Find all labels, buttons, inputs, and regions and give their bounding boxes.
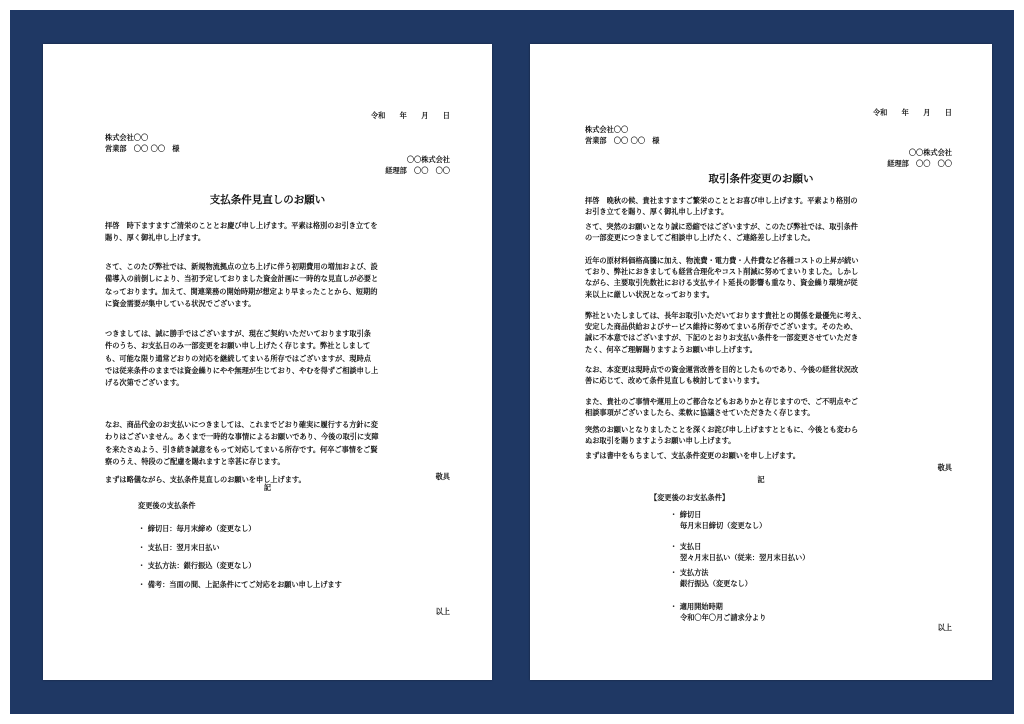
letter-title: 支払条件見直しのお願い <box>209 194 326 206</box>
body-paragraph <box>105 328 378 389</box>
body-line: 弊社といたしましては、長年お取引いただいております貴社との関係を最優先に考え、 <box>585 311 866 320</box>
body-paragraph <box>105 220 378 245</box>
recipient-person: 営業部 〇〇 〇〇 様 <box>105 144 180 153</box>
condition-item <box>670 541 809 563</box>
condition-item: ・ 支払日：翌月末日払い <box>138 543 220 552</box>
body-line: げる次第でございます。 <box>105 378 184 388</box>
sender-person: 経理部 〇〇 〇〇 <box>385 166 450 175</box>
closing-keigu: 敬具 <box>937 463 952 472</box>
body-paragraph <box>105 419 379 468</box>
body-paragraph <box>585 396 858 418</box>
body-line: 相談事項がございましたら、柔軟に協議させていただきたく存じます。 <box>585 408 815 418</box>
letter-date: 令和 年 月 日 <box>370 111 450 120</box>
body-paragraph <box>105 261 378 310</box>
condition-item: ・ 備考：当面の間、上記条件にてご対応をお願い申し上げます <box>138 580 342 589</box>
body-line: さて、突然のお願いとなり誠に恐縮ではございますが、このたび弊社では、取引条件 <box>585 222 858 231</box>
recipient-company: 株式会社〇〇 <box>585 125 629 134</box>
navy-background-frame <box>10 10 1014 714</box>
body-line: では従来条件のままでは資金繰りにやや無理が生じており、やむを得ずご相談申し上 <box>105 365 379 375</box>
recipient-person: 営業部 〇〇 〇〇 様 <box>585 136 660 145</box>
body-line: まずは略儀ながら、支払条件見直しのお願いを申し上げます。 <box>105 475 306 484</box>
condition-item <box>670 567 752 589</box>
body-line: お引き立てを賜り、厚く御礼申し上げます。 <box>585 207 729 217</box>
body-line: に資金需要が集中している状況でございます。 <box>105 298 256 308</box>
body-paragraph <box>585 195 858 217</box>
body-paragraph <box>585 364 858 386</box>
ki-heading: 記 <box>757 475 765 484</box>
body-line: また、貴社のご事情や運用上のご都合などもおありかと存じますので、ご不明点やご <box>585 397 858 406</box>
conditions-heading: 変更後の支払条件 <box>138 501 196 510</box>
body-paragraph <box>585 310 866 355</box>
body-line: 安定した商品供給およびサービス維持に努めてまいる所存でございます。そのため、 <box>585 322 858 332</box>
condition-label: ・ 支払日 <box>670 542 702 551</box>
recipient-company: 株式会社〇〇 <box>105 133 149 142</box>
body-line: ながら、主要取引先数社における支払サイト延長の影響も重なり、資金繰り環境が従 <box>585 278 858 288</box>
body-line: ており、弊社におきましても経営合理化やコスト削減に努めてまいりました。しかし <box>585 267 859 277</box>
closing-ijou: 以上 <box>937 623 952 632</box>
body-line: を来たさぬよう、引き続き誠意をもって対応してまいる所存です。何卒ご事情をご賢 <box>105 444 378 454</box>
condition-value: 翌々月末日払い（従来：翌月末日払い） <box>680 553 810 563</box>
condition-item: ・ 締切日：毎月末締め（変更なし） <box>138 524 256 533</box>
body-line: 誠に不本意ではございますが、下記のとおりお支払い条件を一部変更させていただき <box>585 333 859 343</box>
ki-heading: 記 <box>263 483 272 492</box>
body-line: 突然のお願いとなりましたことを深くお詫び申し上げますとともに、今後とも変わら <box>585 425 859 434</box>
condition-item <box>670 509 766 531</box>
body-line: 備導入の前倒しにより、当初予定しておりました資金計画に一時的な見直しが必要と <box>105 274 379 284</box>
conditions-heading: 【変更後のお支払条件】 <box>650 493 730 502</box>
body-line: まずは書中をもちまして、支払条件変更のお願いを申し上げます。 <box>585 451 800 460</box>
letter-title: 取引条件変更のお願い <box>708 173 814 185</box>
sender-company: 〇〇株式会社 <box>406 155 450 164</box>
body-line: さて、このたび弊社では、新規物流拠点の立ち上げに伴う初期費用の増加および、設 <box>105 262 378 271</box>
body-paragraph <box>585 221 858 243</box>
condition-value: 毎月末日締切（変更なし） <box>680 521 767 531</box>
sender-person: 経理部 〇〇 〇〇 <box>887 159 952 168</box>
body-line: つきましては、誠に勝手ではございますが、現在ご契約いただいております取引条 <box>105 329 371 338</box>
body-paragraph <box>585 255 859 300</box>
body-line: の一部変更につきましてご相談申し上げたく、ご連絡差し上げました。 <box>585 233 815 243</box>
body-line: 近年の原材料価格高騰に加え、物流費・電力費・人件費など各種コストの上昇が続い <box>585 256 859 265</box>
body-line: なお、本変更は現時点での資金運営改善を目的としたものであり、今後の経営状況改 <box>585 365 859 374</box>
document-page-left <box>43 44 492 680</box>
condition-label: ・ 締切日 <box>670 510 702 519</box>
body-line: 拝啓 晩秋の候、貴社ますますご繁栄のこととお喜び申し上げます。平素より格別の <box>585 196 858 205</box>
body-line: わりはございません。あくまで一時的な事情によるお願いであり、今後の取引に支障 <box>105 432 379 442</box>
body-line: 賜り、厚く御礼申し上げます。 <box>105 233 206 243</box>
condition-label: ・ 適用開始時期 <box>670 602 723 611</box>
body-line: 拝啓 時下ますますご清栄のこととお慶び申し上げます。平素は格別のお引き立てを <box>105 221 378 230</box>
body-line: 善に応じて、改めて条件見直しも検討してまいります。 <box>585 376 764 386</box>
body-line: 件のうち、お支払日のみ一部変更をお願い申し上げたく存じます。弊社としまして <box>105 341 371 351</box>
body-paragraph <box>585 450 800 461</box>
body-line: も、可能な限り通常どおりの対応を継続してまいる所存ではございますが、現時点 <box>105 353 371 363</box>
body-line: 来以上に厳しい状況となっております。 <box>585 289 714 299</box>
body-line: なお、商品代金のお支払いにつきましては、これまでどおり確実に履行する方針に変 <box>105 420 378 429</box>
condition-item: ・ 支払方法：銀行振込（変更なし） <box>138 561 256 570</box>
body-paragraph <box>585 424 858 446</box>
condition-value: 銀行振込（変更なし） <box>680 579 752 589</box>
body-line: なっております。加えて、関連業務の開始時期が想定より早まったことから、短期的 <box>105 286 378 296</box>
body-line: たく、何卒ご理解賜りますようお願い申し上げます。 <box>585 344 757 354</box>
letter-date: 令和 年 月 日 <box>872 108 952 117</box>
sender-company: 〇〇株式会社 <box>908 148 952 157</box>
body-line: ぬお取引を賜りますようお願い申し上げます。 <box>585 436 736 446</box>
document-page-right <box>530 44 992 680</box>
condition-item <box>670 601 766 623</box>
condition-label: ・ 支払方法 <box>670 568 709 577</box>
body-line: 察のうえ、特段のご配慮を賜れますと幸甚に存じます。 <box>105 456 285 466</box>
closing-ijou: 以上 <box>435 607 450 616</box>
closing-keigu: 敬具 <box>435 472 450 481</box>
condition-value: 令和〇年〇月ご請求分より <box>680 613 767 623</box>
